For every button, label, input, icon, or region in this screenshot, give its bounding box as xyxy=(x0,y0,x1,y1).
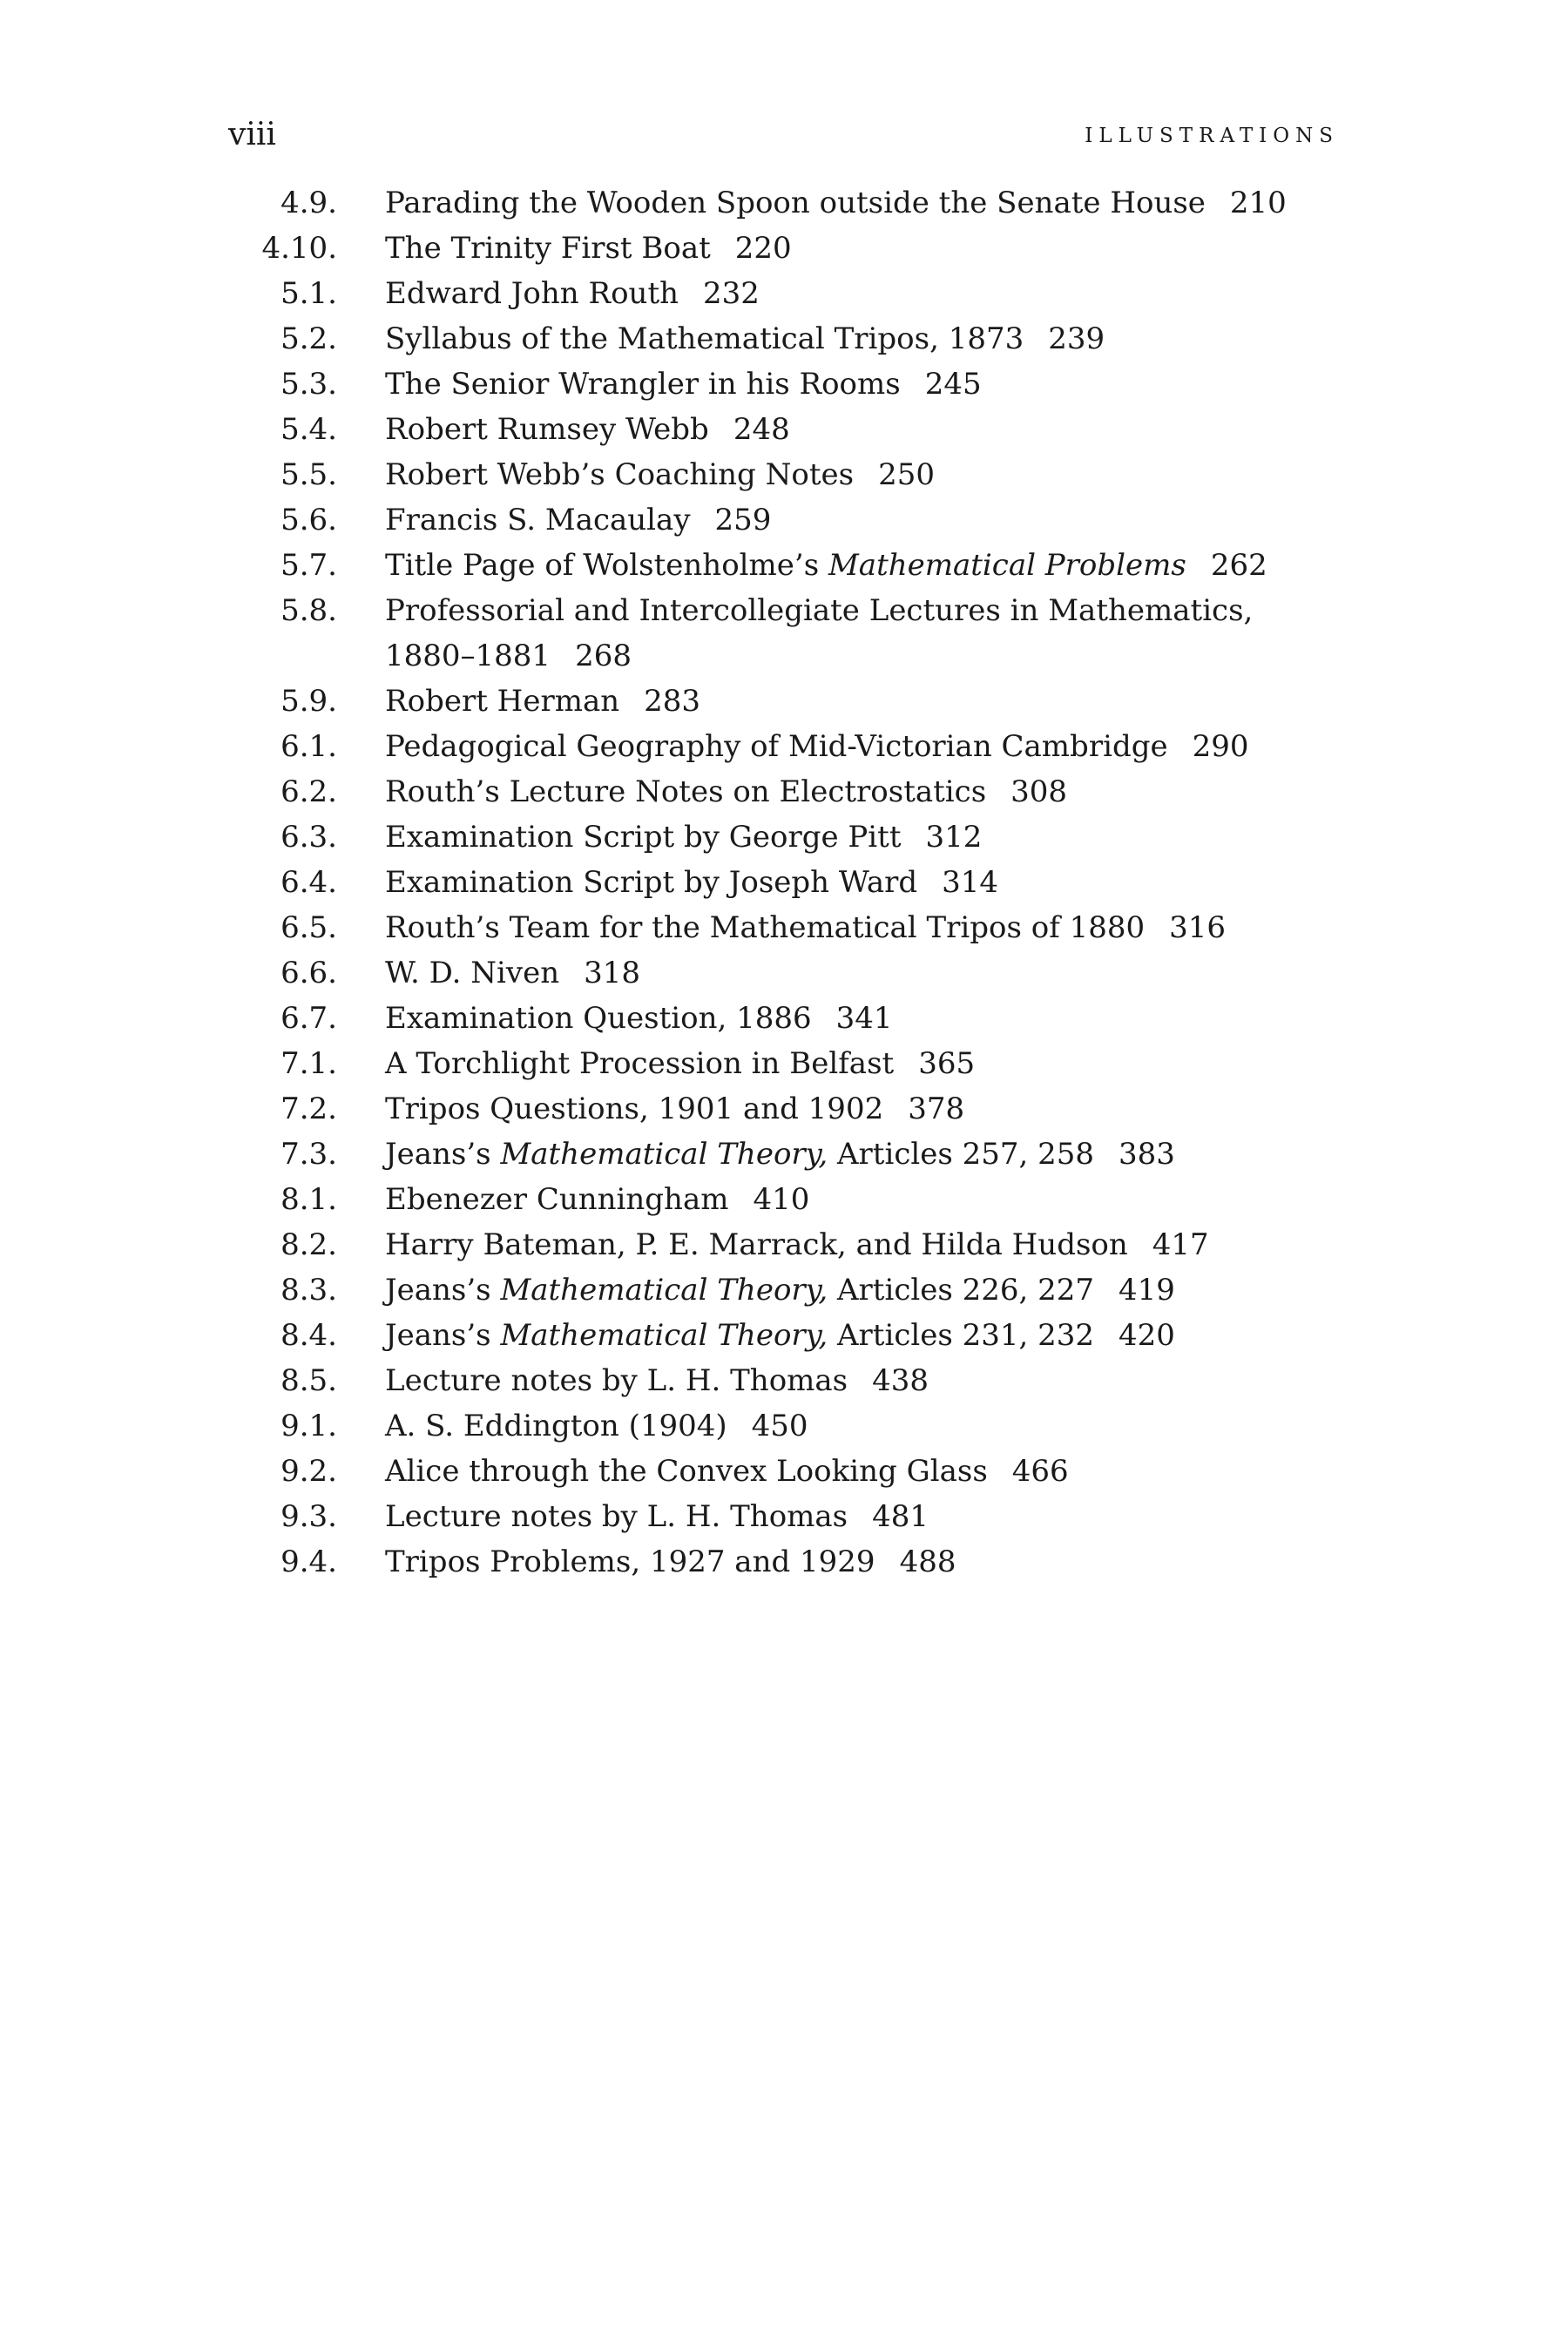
caption-text: Harry Bateman, P. E. Marrack, and Hilda Hudson xyxy=(385,1227,1128,1262)
page-reference: 488 xyxy=(899,1544,956,1579)
figure-number: 8.3. xyxy=(280,1273,337,1308)
figure-number: 9.2. xyxy=(280,1454,337,1489)
caption-italic-text: Mathematical Theory, xyxy=(500,1137,828,1172)
figure-number: 4.9. xyxy=(280,186,337,220)
page-reference: 438 xyxy=(872,1363,929,1398)
page-reference: 220 xyxy=(734,231,792,266)
figure-number: 9.3. xyxy=(280,1499,337,1534)
list-item xyxy=(228,724,1361,769)
figure-number: 5.5. xyxy=(280,457,337,492)
caption-text: Professorial and Intercollegiate Lectures in Mathematics, 1880–1881 xyxy=(385,593,1254,673)
caption-text: Jeans’s xyxy=(385,1273,501,1308)
list-item xyxy=(228,1222,1361,1267)
figure-caption xyxy=(385,452,1308,497)
figure-caption xyxy=(385,1086,1308,1132)
list-item xyxy=(228,860,1361,905)
figure-number: 9.1. xyxy=(280,1409,337,1443)
list-item xyxy=(228,1539,1361,1585)
figure-caption xyxy=(385,905,1308,950)
page-reference: 245 xyxy=(924,367,982,402)
list-item xyxy=(228,1358,1361,1403)
list-item xyxy=(228,1177,1361,1222)
caption-text: The Senior Wrangler in his Rooms xyxy=(385,367,901,402)
figure-number: 5.6. xyxy=(280,503,337,537)
caption-text: Robert Webb’s Coaching Notes xyxy=(385,457,855,492)
figure-caption xyxy=(385,543,1308,588)
figure-number: 6.1. xyxy=(280,729,337,764)
figure-caption xyxy=(385,316,1308,362)
list-item xyxy=(228,679,1361,724)
page-reference: 232 xyxy=(703,276,760,311)
figure-caption xyxy=(385,1403,1308,1449)
figure-caption xyxy=(385,814,1308,860)
figure-caption xyxy=(385,1177,1308,1222)
page-reference: 314 xyxy=(942,865,999,900)
list-item xyxy=(228,362,1361,407)
list-item xyxy=(228,271,1361,316)
figure-caption xyxy=(385,996,1308,1041)
list-item xyxy=(228,1313,1361,1358)
list-item xyxy=(228,1403,1361,1449)
caption-text: Tripos Questions, 1901 and 1902 xyxy=(385,1092,884,1126)
figure-caption xyxy=(385,950,1308,996)
caption-text: Examination Script by George Pitt xyxy=(385,820,902,855)
illustrations-list xyxy=(228,180,1361,1585)
page-reference: 450 xyxy=(751,1409,808,1443)
caption-text: Articles 226, 227 xyxy=(828,1273,1095,1308)
list-item xyxy=(228,407,1361,452)
figure-number: 5.3. xyxy=(280,367,337,402)
figure-caption xyxy=(385,497,1308,543)
figure-caption xyxy=(385,180,1308,226)
figure-number: 5.1. xyxy=(280,276,337,311)
figure-number: 6.4. xyxy=(280,865,337,900)
caption-text: Examination Question, 1886 xyxy=(385,1001,812,1036)
caption-italic-text: Mathematical Problems xyxy=(828,548,1186,583)
caption-italic-text: Mathematical Theory, xyxy=(500,1318,828,1353)
figure-caption xyxy=(385,1358,1308,1403)
list-item xyxy=(228,905,1361,950)
figure-caption xyxy=(385,1449,1308,1494)
figure-number: 7.3. xyxy=(280,1137,337,1172)
page-reference: 312 xyxy=(925,820,983,855)
page-reference: 481 xyxy=(872,1499,929,1534)
list-item xyxy=(228,316,1361,362)
caption-text: Robert Rumsey Webb xyxy=(385,412,709,447)
figure-number: 5.7. xyxy=(280,548,337,583)
caption-text: Parading the Wooden Spoon outside the Senate House xyxy=(385,186,1206,220)
list-item xyxy=(228,814,1361,860)
caption-text: Routh’s Lecture Notes on Electrostatics xyxy=(385,774,987,809)
page-reference: 383 xyxy=(1119,1137,1175,1172)
caption-italic-text: Mathematical Theory, xyxy=(500,1273,828,1308)
page-reference: 341 xyxy=(835,1001,893,1036)
figure-caption xyxy=(385,1222,1308,1267)
caption-text: A Torchlight Procession in Belfast xyxy=(385,1046,895,1081)
caption-text: Articles 231, 232 xyxy=(828,1318,1095,1353)
figure-number: 8.4. xyxy=(280,1318,337,1353)
list-item xyxy=(228,588,1361,679)
figure-number: 5.9. xyxy=(280,684,337,719)
list-item xyxy=(228,1494,1361,1539)
page-reference: 248 xyxy=(733,412,790,447)
caption-text: Pedagogical Geography of Mid-Victorian Cambridge xyxy=(385,729,1168,764)
running-head: ILLUSTRATIONS xyxy=(1085,125,1339,147)
page-reference: 210 xyxy=(1229,186,1287,220)
caption-text: Edward John Routh xyxy=(385,276,679,311)
page-reference: 268 xyxy=(575,639,632,673)
figure-caption xyxy=(385,1041,1308,1086)
caption-text: W. D. Niven xyxy=(385,956,560,990)
page-reference: 239 xyxy=(1048,321,1105,356)
caption-text: Jeans’s xyxy=(385,1137,501,1172)
figure-caption xyxy=(385,588,1308,679)
list-item xyxy=(228,452,1361,497)
figure-caption xyxy=(385,1132,1308,1177)
figure-caption xyxy=(385,1539,1308,1585)
page-reference: 466 xyxy=(1011,1454,1069,1489)
figure-caption xyxy=(385,362,1308,407)
page-reference: 250 xyxy=(878,457,935,492)
list-item xyxy=(228,543,1361,588)
page-reference: 420 xyxy=(1119,1318,1175,1353)
figure-number: 5.8. xyxy=(280,593,337,628)
list-item xyxy=(228,1086,1361,1132)
page-reference: 410 xyxy=(753,1182,810,1217)
list-item xyxy=(228,180,1361,226)
figure-caption xyxy=(385,679,1308,724)
page-number: viii xyxy=(228,117,276,152)
caption-text: Tripos Problems, 1927 and 1929 xyxy=(385,1544,875,1579)
figure-number: 8.2. xyxy=(280,1227,337,1262)
figure-caption xyxy=(385,724,1308,769)
caption-text: Jeans’s xyxy=(385,1318,501,1353)
figure-number: 6.5. xyxy=(280,910,337,945)
figure-number: 5.4. xyxy=(280,412,337,447)
list-item xyxy=(228,950,1361,996)
list-item xyxy=(228,996,1361,1041)
caption-text: Syllabus of the Mathematical Tripos, 1873 xyxy=(385,321,1024,356)
figure-caption xyxy=(385,769,1308,814)
caption-text: Alice through the Convex Looking Glass xyxy=(385,1454,988,1489)
figure-caption xyxy=(385,407,1308,452)
list-item xyxy=(228,1041,1361,1086)
page-reference: 365 xyxy=(918,1046,976,1081)
page-reference: 262 xyxy=(1210,548,1267,583)
list-item xyxy=(228,1449,1361,1494)
figure-number: 5.2. xyxy=(280,321,337,356)
list-item xyxy=(228,1132,1361,1177)
page-reference: 283 xyxy=(644,684,701,719)
caption-text: Francis S. Macaulay xyxy=(385,503,691,537)
caption-text: Lecture notes by L. H. Thomas xyxy=(385,1363,848,1398)
caption-text: Lecture notes by L. H. Thomas xyxy=(385,1499,848,1534)
page-reference: 318 xyxy=(584,956,641,990)
figure-caption xyxy=(385,1267,1308,1313)
list-item xyxy=(228,1267,1361,1313)
figure-number: 6.2. xyxy=(280,774,337,809)
page-reference: 378 xyxy=(908,1092,965,1126)
figure-number: 6.7. xyxy=(280,1001,337,1036)
figure-caption xyxy=(385,1494,1308,1539)
page-reference: 290 xyxy=(1192,729,1249,764)
page-reference: 308 xyxy=(1010,774,1068,809)
caption-text: Title Page of Wolstenholme’s xyxy=(385,548,828,583)
figure-caption xyxy=(385,860,1308,905)
list-item xyxy=(228,497,1361,543)
figure-number: 4.10. xyxy=(261,231,337,266)
page-reference: 419 xyxy=(1119,1273,1175,1308)
caption-text: Routh’s Team for the Mathematical Tripos of 1880 xyxy=(385,910,1146,945)
figure-number: 6.6. xyxy=(280,956,337,990)
page-reference: 316 xyxy=(1169,910,1227,945)
list-item xyxy=(228,769,1361,814)
page-header xyxy=(228,118,1339,152)
caption-text: Examination Script by Joseph Ward xyxy=(385,865,918,900)
figure-number: 9.4. xyxy=(280,1544,337,1579)
page-reference: 417 xyxy=(1152,1227,1209,1262)
figure-number: 7.1. xyxy=(280,1046,337,1081)
figure-number: 7.2. xyxy=(280,1092,337,1126)
figure-number: 6.3. xyxy=(280,820,337,855)
figure-caption xyxy=(385,1313,1308,1358)
caption-text: A. S. Eddington (1904) xyxy=(385,1409,727,1443)
figure-caption xyxy=(385,271,1308,316)
caption-text: The Trinity First Boat xyxy=(385,231,711,266)
page-reference: 259 xyxy=(714,503,772,537)
figure-number: 8.1. xyxy=(280,1182,337,1217)
caption-text: Articles 257, 258 xyxy=(828,1137,1095,1172)
list-item xyxy=(228,226,1361,271)
figure-caption xyxy=(385,226,1308,271)
caption-text: Robert Herman xyxy=(385,684,620,719)
caption-text: Ebenezer Cunningham xyxy=(385,1182,729,1217)
figure-number: 8.5. xyxy=(280,1363,337,1398)
